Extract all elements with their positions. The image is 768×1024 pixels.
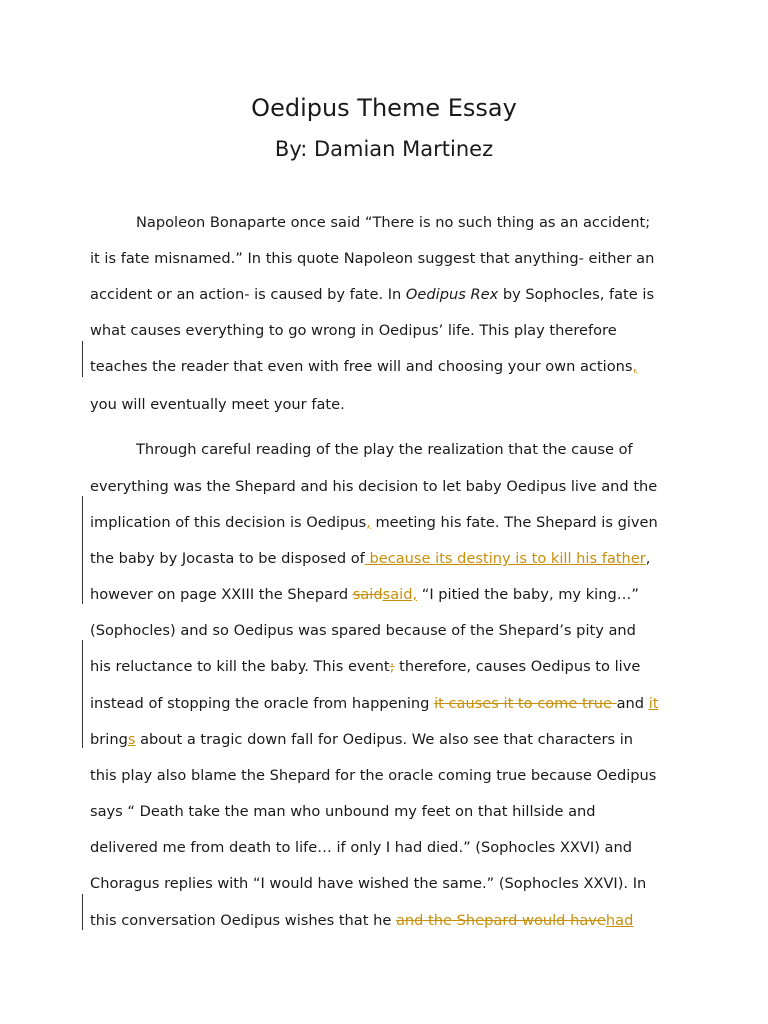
- deleted-text: ;: [389, 658, 395, 675]
- paragraph-1-line: [90, 285, 654, 305]
- text-run: by Sophocles, fate is: [498, 286, 655, 303]
- text-run: about a tragic down fall for Oedipus. We also see that characters in: [135, 731, 634, 748]
- text-run: therefore, causes Oedipus to live: [394, 658, 641, 675]
- change-bar: [82, 496, 83, 604]
- text-run: Through careful reading of the play the realization that the cause of: [136, 441, 633, 458]
- text-run: accident or an action- is caused by fate. In: [90, 286, 406, 303]
- deleted-text: it causes it to come true: [434, 695, 617, 712]
- text-run: ,: [645, 550, 651, 567]
- text-run: instead of stopping the oracle from happening: [90, 695, 435, 712]
- text-run: says “ Death take the man who unbound my feet on that hillside and: [90, 803, 596, 820]
- text-run: the baby by Jocasta to be disposed of: [90, 550, 365, 567]
- text-run: it is fate misnamed.” In this quote Napoleon suggest that anything- either an: [90, 250, 655, 267]
- paragraph-2-line: [90, 838, 632, 858]
- inserted-text: said,: [382, 586, 418, 603]
- inserted-text: s: [127, 731, 136, 748]
- inserted-text: ,: [632, 358, 638, 375]
- text-run: you will eventually meet your fate.: [90, 396, 345, 413]
- inserted-text: it: [648, 695, 659, 712]
- paragraph-2-line: [90, 549, 650, 569]
- inserted-text: had: [605, 912, 634, 929]
- change-bar: [82, 640, 83, 748]
- inserted-text: ,: [366, 514, 371, 531]
- text-run: Choragus replies with “I would have wished the same.” (Sophocles XXVI). In: [90, 875, 647, 892]
- text-run: however on page XXIII the Shepard: [90, 586, 353, 603]
- paragraph-2-line: [90, 694, 659, 714]
- book-title: Oedipus Rex: [405, 286, 499, 303]
- paragraph-2-line: [90, 874, 646, 894]
- text-run: his reluctance to kill the baby. This event: [90, 658, 390, 675]
- change-bar: [82, 894, 83, 930]
- text-run: meeting his fate. The Shepard is given: [370, 514, 658, 531]
- essay-title: Oedipus Theme Essay: [251, 94, 517, 122]
- paragraph-1-line: [90, 249, 654, 269]
- text-run: this conversation Oedipus wishes that he: [90, 912, 396, 929]
- paragraph-2-line: [90, 802, 596, 822]
- text-run: delivered me from death to life… if only I had died.” (Sophocles XXVI) and: [90, 839, 632, 856]
- paragraph-1-line: [136, 213, 650, 233]
- paragraph-2-line: [90, 477, 657, 497]
- paragraph-2-line: [90, 621, 636, 641]
- paragraph-2-line: [90, 766, 656, 786]
- text-run: implication of this decision is Oedipus: [90, 514, 367, 531]
- inserted-text: because its destiny is to kill his father: [364, 550, 646, 567]
- paragraph-1-line: [90, 357, 637, 377]
- paragraph-2-line: [90, 585, 639, 605]
- text-run: “I pitied the baby, my king…”: [417, 586, 639, 603]
- paragraph-2-line: [90, 911, 633, 931]
- text-run: this play also blame the Shepard for the oracle coming true because Oedipus: [90, 767, 657, 784]
- text-run: teaches the reader that even with free will and choosing your own actions: [90, 358, 633, 375]
- text-run: (Sophocles) and so Oedipus was spared because of the Shepard’s pity and: [90, 622, 636, 639]
- text-run: bring: [90, 731, 128, 748]
- text-run: everything was the Shepard and his decision to let baby Oedipus live and the: [90, 478, 658, 495]
- text-run: Napoleon Bonaparte once said “There is no such thing as an accident;: [136, 214, 651, 231]
- paragraph-2-line: [90, 730, 633, 750]
- paragraph-2-line: [136, 440, 633, 460]
- deleted-text: and the Shepard would have: [395, 912, 606, 929]
- paragraph-2-line: [90, 513, 658, 533]
- essay-author: By: Damian Martinez: [274, 137, 494, 161]
- paragraph-1-line: [90, 321, 617, 341]
- change-bar: [82, 341, 83, 377]
- paragraph-1-line: [90, 395, 345, 415]
- deleted-text: said: [352, 586, 383, 603]
- paragraph-2-line: [90, 657, 640, 677]
- text-run: and: [616, 695, 649, 712]
- text-run: what causes everything to go wrong in Oedipus’ life. This play therefore: [90, 322, 617, 339]
